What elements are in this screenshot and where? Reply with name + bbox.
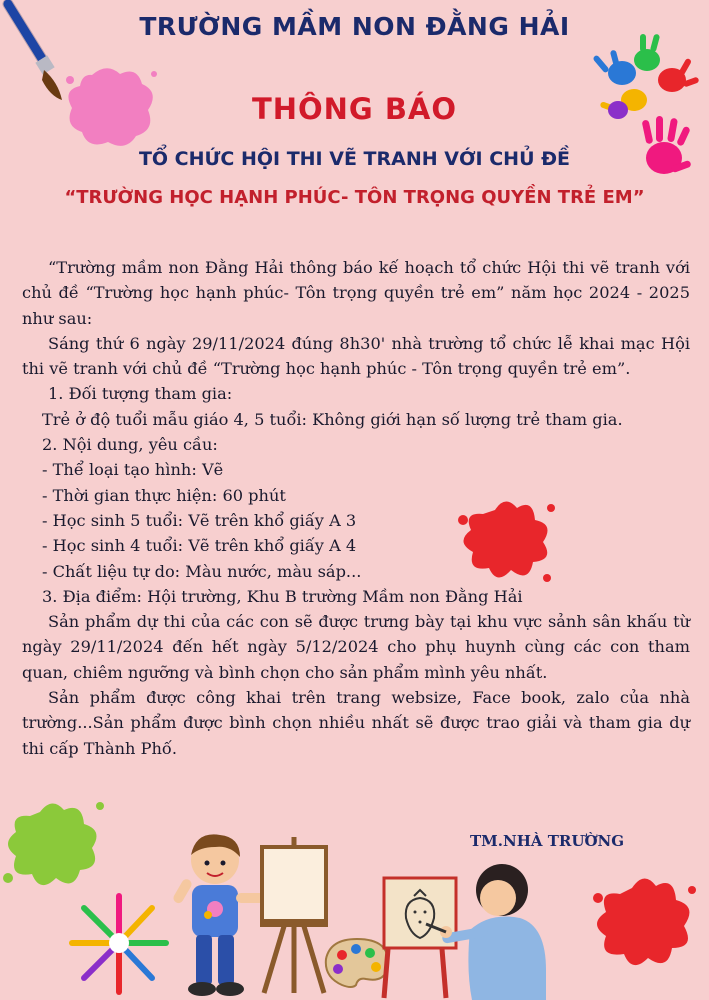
intro-paragraph: “Trường mầm non Đằng Hải thông báo kế hoạch tổ chức Hội thi vẽ tranh với chủ đề “Trường học hạnh phúc- Tôn trọng quyền trẻ em” năm học 2024 - 2025 như sau:	[22, 258, 690, 328]
publish-paragraph: Sản phẩm được công khai trên trang websize, Face book, zalo của nhà trường...Sản phẩm được bình chọn nhiều nhất sẽ được trao giải và tham gia dự thi cấp Thành Phố.	[22, 688, 690, 758]
notice-title: THÔNG BÁO	[251, 92, 458, 126]
red-splash	[588, 868, 703, 978]
list-item: - Thể loại tạo hình: Vẽ	[42, 460, 224, 480]
subtitle-line-2: “TRƯỜNG HỌC HẠNH PHÚC- TÔN TRỌNG QUYỀN TRẺ EM”	[64, 187, 645, 208]
signature: TM.NHÀ TRƯỜNG	[470, 832, 625, 850]
display-paragraph: Sản phẩm dự thi của các con sẽ được trưng bày tại khu vực sảnh sân khấu từ ngày 29/11/2024 đến hết ngày 5/12/2024 cho phụ huynh cùng các con tham quan, chiêm ngưỡng và bình chọn cho sản phẩm mình yêu nhất.	[22, 612, 690, 682]
section-1-text: Trẻ ở độ tuổi mẫu giáo 4, 5 tuổi: Không giới hạn số lượng trẻ tham gia.	[42, 409, 623, 429]
list-item: - Học sinh 4 tuổi: Vẽ trên khổ giấy A 4	[42, 536, 357, 556]
child-drawing-strawberry	[380, 860, 550, 1000]
list-item: - Chất liệu tự do: Màu nước, màu sáp...	[42, 561, 362, 581]
school-name: TRƯỜNG MẦM NON ĐẰNG HẢI	[139, 12, 570, 41]
section-3-location: 3. Địa điểm: Hội trường, Khu B trường Mầm non Đằng Hải	[42, 586, 523, 606]
notice-body	[22, 255, 690, 761]
list-item: - Học sinh 5 tuổi: Vẽ trên khổ giấy A 3	[42, 510, 357, 530]
section-2-title: 2. Nội dung, yêu cầu:	[42, 435, 218, 455]
list-item: - Thời gian thực hiện: 60 phút	[42, 485, 286, 505]
section-1-title: 1. Đối tượng tham gia:	[48, 384, 233, 404]
opening-paragraph: Sáng thứ 6 ngày 29/11/2024 đúng 8h30' nhà trường tổ chức lễ khai mạc Hội thi vẽ tranh với chủ đề “Trường học hạnh phúc - Tôn trọng quyền trẻ em”.	[22, 333, 690, 379]
green-splash	[0, 790, 110, 900]
subtitle-line-1: TỔ CHỨC HỘI THI VẼ TRANH VỚI CHỦ ĐỀ	[138, 148, 571, 170]
firework-burst	[64, 888, 174, 998]
